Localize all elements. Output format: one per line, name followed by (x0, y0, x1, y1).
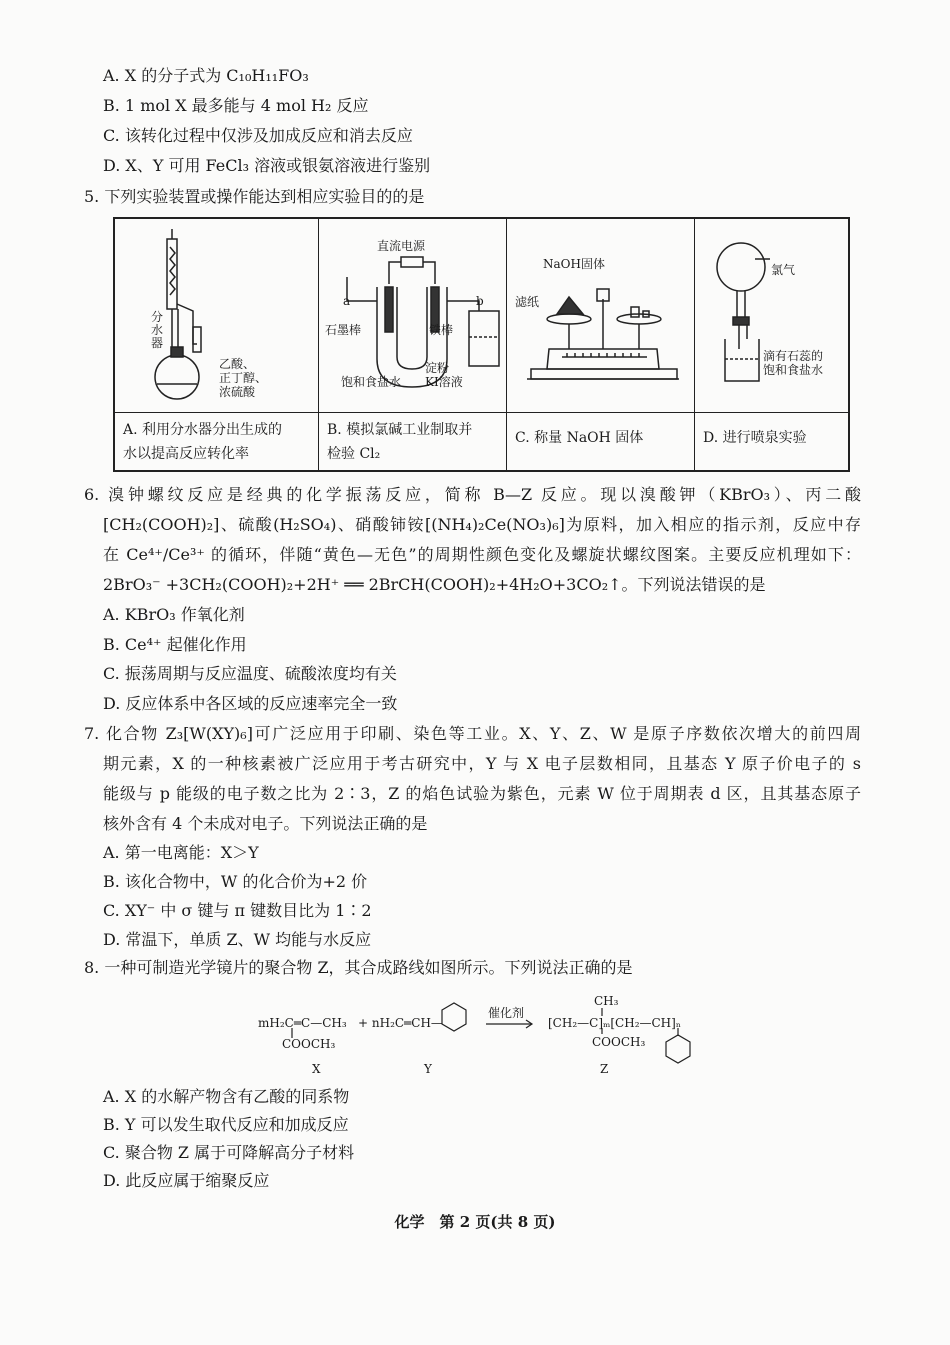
label-y: Y (424, 1062, 432, 1076)
monomer-y-formula: + nH₂C═CH— (358, 1016, 443, 1030)
water-separator-drawing (115, 219, 319, 412)
label-starch: 淀粉 (425, 361, 450, 375)
q6-option-d: D. 反应体系中各区域的反应速率完全一致 (103, 694, 398, 713)
polymer-z-methyl: CH₃ (594, 994, 619, 1008)
caption-d-line1: D. 进行喷泉实验 (703, 430, 807, 446)
label-filter-paper: 滤纸 (515, 295, 540, 309)
label-ki-solution: KI溶液 (425, 375, 463, 389)
label-z: Z (600, 1062, 609, 1076)
monomer-x-ester: COOCH₃ (282, 1037, 336, 1051)
caption-a-line2: 水以提高反应转化率 (123, 446, 249, 462)
label-brine-d: 饱和食盐水 (763, 363, 824, 377)
label-separator: 分水器 (151, 310, 164, 350)
label-acetic-acid: 乙酸、 (219, 357, 256, 371)
q4-option-a: A. X 的分子式为 C₁₀H₁₁FO₃ (103, 66, 309, 85)
label-a: a (343, 294, 351, 308)
apparatus-cell-c (507, 219, 695, 470)
balance-drawing (507, 219, 695, 412)
caption-a-line1: A. 利用分水器分出生成的 (123, 422, 283, 438)
q8-option-c: C. 聚合物 Z 属于可降解高分子材料 (103, 1143, 355, 1162)
label-sulfuric-acid: 浓硫酸 (219, 385, 256, 399)
fountain-figure (695, 219, 848, 413)
q7-option-a: A. 第一电离能：X＞Y (103, 843, 259, 862)
q6-line-1: 6. 溴钟螺纹反应是经典的化学振荡反应，简称 B—Z 反应。现以溴酸钾（KBrO₃）、丙二酸 (84, 485, 861, 504)
apparatus-cell-d (695, 219, 848, 470)
q8-option-d: D. 此反应属于缩聚反应 (103, 1171, 270, 1190)
q8-stem: 8. 一种可制造光学镜片的聚合物 Z，其合成路线如图所示。下列说法正确的是 (84, 958, 633, 977)
q7-line-1: 7. 化合物 Z₃[W(XY)₆]可广泛应用于印刷、染色等工业。X、Y、Z、W 是原子序数依次增大的前四周 (84, 724, 861, 743)
balance-figure (507, 219, 694, 413)
caption-a (115, 412, 318, 470)
q8-option-b: B. Y 可以发生取代反应和加成反应 (103, 1115, 349, 1134)
page-footer: 化学 第 2 页(共 8 页) (394, 1213, 556, 1231)
polymer-z-chain: [CH₂—C]ₘ[CH₂—CH]ₙ (548, 1016, 682, 1030)
label-iron-rod: 铁棒 (429, 323, 454, 337)
q7-option-d: D. 常温下，单质 Z、W 均能与水反应 (103, 930, 372, 949)
apparatus-cell-b (319, 219, 507, 470)
q6-option-c: C. 振荡周期与反应温度、硫酸浓度均有关 (103, 664, 397, 683)
label-b: b (476, 294, 484, 308)
label-brine: 饱和食盐水 (341, 375, 402, 389)
label-x: X (312, 1062, 321, 1076)
monomer-x-formula: mH₂C═C—CH₃ (258, 1016, 347, 1030)
caption-d (695, 412, 848, 470)
q4-option-c: C. 该转化过程中仅涉及加成反应和消去反应 (103, 126, 413, 145)
q7-option-b: B. 该化合物中，W 的化合价为+2 价 (103, 872, 368, 891)
label-graphite-rod: 石墨棒 (325, 323, 362, 337)
reaction-drawing (230, 988, 730, 1078)
label-litmus: 滴有石蕊的 (763, 349, 824, 363)
label-chlorine: 氯气 (771, 263, 796, 277)
caption-c-line1: C. 称量 NaOH 固体 (515, 430, 644, 446)
caption-b-line2: 检验 Cl₂ (327, 446, 381, 462)
apparatus-table (113, 217, 850, 472)
polymer-z-ester: COOCH₃ (592, 1035, 646, 1049)
q6-option-b: B. Ce⁴⁺ 起催化作用 (103, 635, 247, 654)
q6-line-4: 2BrO₃⁻ +3CH₂(COOH)₂+2H⁺ ══ 2BrCH(COOH)₂+4H₂O+3CO₂↑。下列说法错误的是 (103, 575, 766, 594)
apparatus-cell-a (115, 219, 319, 470)
electrolysis-figure (319, 219, 506, 413)
caption-b (319, 412, 506, 470)
label-naoh-solid: NaOH固体 (543, 257, 605, 271)
q7-line-2: 期元素，X 的一种核素被广泛应用于考古研究中，Y 与 X 电子层数相同，且基态 Y 原子价电子的 s (103, 754, 861, 773)
q4-option-b: B. 1 mol X 最多能与 4 mol H₂ 反应 (103, 96, 369, 115)
q6-option-a: A. KBrO₃ 作氧化剂 (103, 605, 245, 624)
label-butanol: 正丁醇、 (219, 371, 268, 385)
q4-option-d: D. X、Y 可用 FeCl₃ 溶液或银氨溶液进行鉴别 (103, 156, 431, 175)
water-separator-figure (115, 219, 318, 413)
polymerization-scheme (230, 988, 730, 1078)
q7-line-3: 能级与 p 能级的电子数之比为 2∶3，Z 的焰色试验为紫色，元素 W 位于周期表 d 区，且其基态原子 (103, 784, 861, 803)
q7-line-4: 核外含有 4 个未成对电子。下列说法正确的是 (103, 814, 428, 833)
label-dc-source: 直流电源 (377, 239, 426, 253)
q6-line-3: 在 Ce⁴⁺/Ce³⁺ 的循环，伴随“黄色—无色”的周期性颜色变化及螺旋状螺纹图案。主要反应机理如下： (103, 545, 861, 564)
catalyst-label: 催化剂 (488, 1006, 525, 1020)
fountain-drawing (695, 219, 848, 412)
q5-stem: 5. 下列实验装置或操作能达到相应实验目的的是 (84, 187, 425, 206)
caption-b-line1: B. 模拟氯碱工业制取并 (327, 422, 473, 438)
q7-option-c: C. XY⁻ 中 σ 键与 π 键数目比为 1∶2 (103, 901, 372, 920)
caption-c (507, 412, 694, 470)
q6-line-2: [CH₂(COOH)₂]、硫酸(H₂SO₄)、硝酸铈铵[(NH₄)₂Ce(NO₃)₆]为原料，加入相应的指示剂，反应中存 (103, 515, 861, 534)
q8-option-a: A. X 的水解产物含有乙酸的同系物 (103, 1087, 350, 1106)
